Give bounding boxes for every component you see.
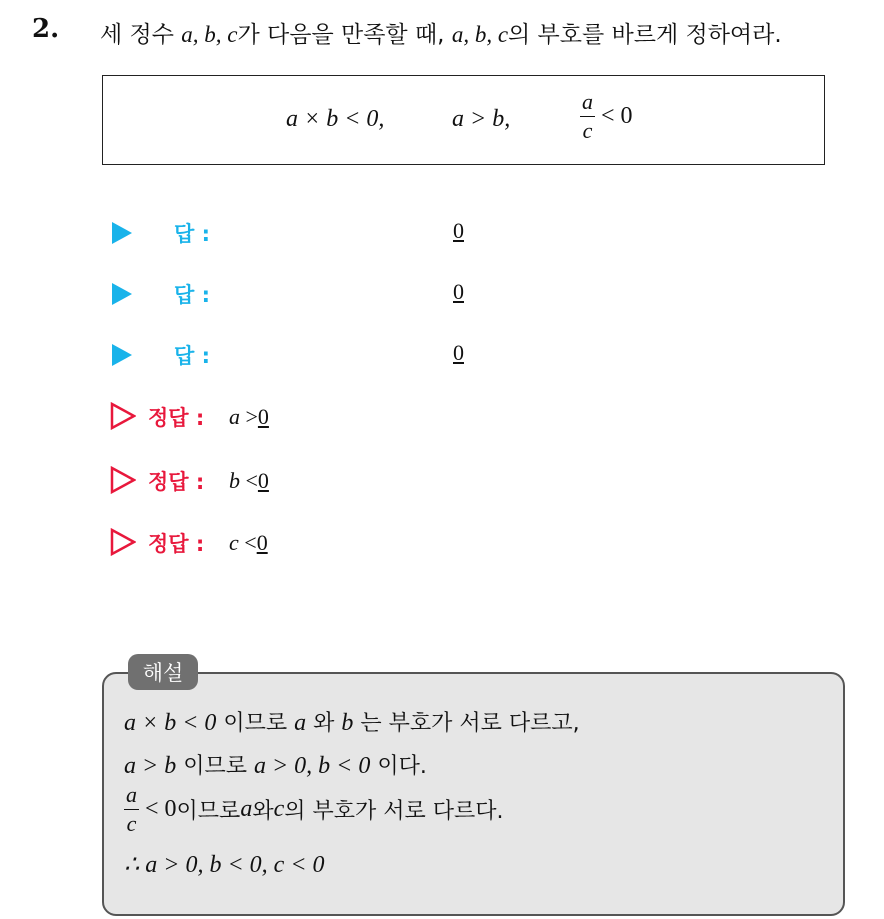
- correct-label-3: 정답 :: [148, 532, 205, 556]
- explanation-line-1: a × b < 0 이므로 a 와 b 는 부호가 서로 다르고,: [124, 710, 580, 736]
- question-vars: a, b, c: [181, 22, 238, 47]
- correct-answer-2: b <0: [229, 468, 269, 493]
- fraction-numerator: a: [580, 91, 595, 117]
- condition-3: [580, 91, 633, 142]
- question-prefix: 세 정수: [100, 22, 182, 48]
- play-arrow-icon: [112, 344, 132, 366]
- condition-fraction: [580, 91, 595, 142]
- explanation-line-3: $\frac{a}{c}$ < 0 이므로 a 와 c 의 부호가 서로 다르다.: [126, 782, 504, 836]
- explanation-fraction: $\frac{a}{c}$: [126, 782, 137, 836]
- answer-label-1: 답 :: [174, 222, 210, 246]
- answer-value-3[interactable]: 0: [453, 340, 464, 365]
- outline-triangle-icon: [110, 402, 136, 430]
- answer-label-2: 답 :: [174, 283, 210, 307]
- correct-answer-3: c <0: [229, 530, 268, 555]
- answer-label-3: 답 :: [174, 344, 210, 368]
- play-arrow-icon: [112, 283, 132, 305]
- outline-triangle-icon: [110, 528, 136, 556]
- correct-label-2: 정답 :: [148, 470, 205, 494]
- fraction-denominator: c: [582, 118, 593, 143]
- explanation-line-4: ∴ a > 0, b < 0, c < 0: [124, 852, 325, 878]
- question-vars-2: a, b, c: [451, 22, 509, 47]
- play-arrow-icon: [112, 222, 132, 244]
- fraction-relation: < 0: [601, 103, 633, 129]
- condition-2: a > b,: [452, 106, 511, 132]
- question-mid: 가 다음을 만족할 때,: [237, 22, 452, 48]
- question-text: [100, 16, 782, 49]
- question-number: 2.: [32, 14, 60, 44]
- explanation-line-2: a > b 이므로 a > 0, b < 0 이다.: [124, 753, 427, 779]
- answer-value-2[interactable]: 0: [453, 279, 464, 304]
- outline-triangle-icon: [110, 466, 136, 494]
- explanation-tab: 해설: [128, 654, 198, 690]
- answer-value-1[interactable]: 0: [453, 218, 464, 243]
- question-suffix: 의 부호를 바르게 정하여라.: [508, 22, 782, 48]
- correct-label-1: 정답 :: [148, 406, 205, 430]
- correct-answer-1: a >0: [229, 404, 269, 429]
- condition-1: a × b < 0,: [286, 106, 385, 132]
